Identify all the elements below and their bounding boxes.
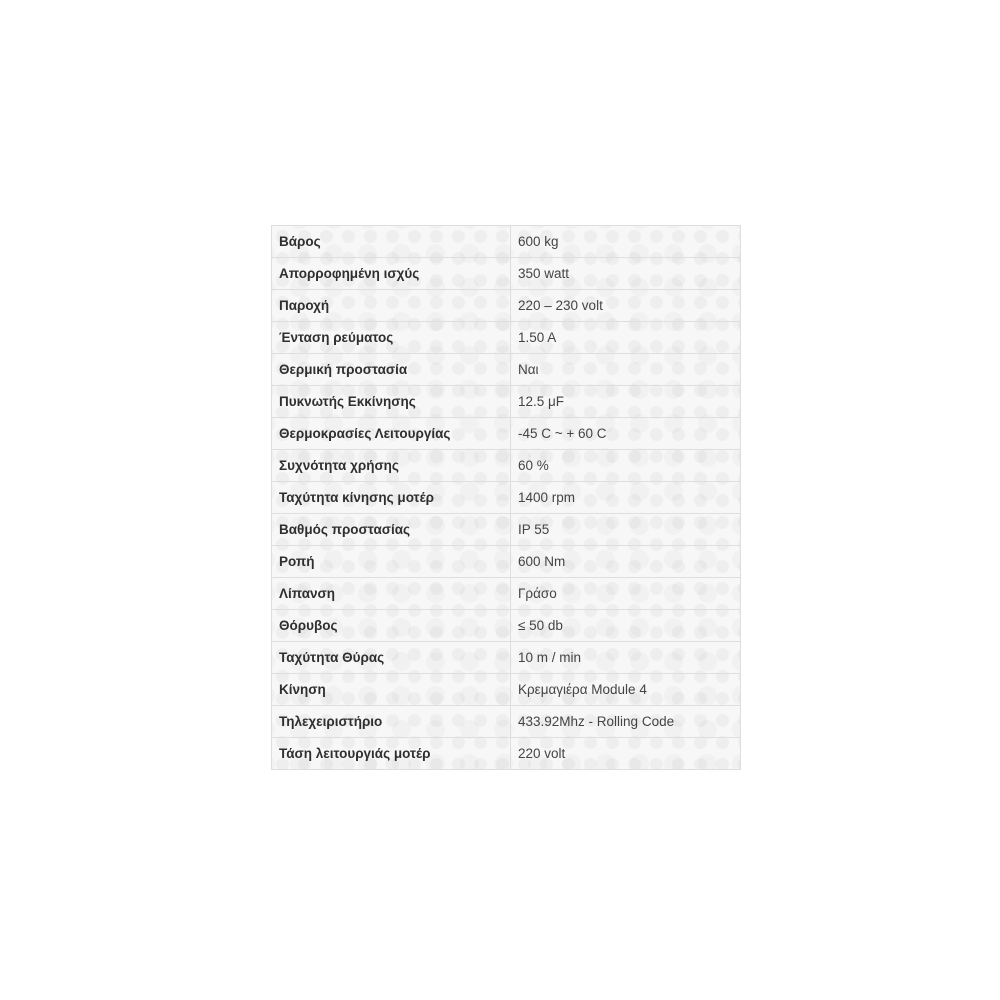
table-row [272, 386, 741, 418]
table-row [272, 450, 741, 482]
spec-value: 12.5 μF [511, 386, 741, 418]
spec-value: 1.50 A [511, 322, 741, 354]
spec-value: Κρεμαγιέρα Module 4 [511, 674, 741, 706]
spec-label: Συχνότητα χρήσης [272, 450, 511, 482]
spec-label: Ένταση ρεύματος [272, 322, 511, 354]
specifications-table [271, 225, 741, 770]
spec-label: Θόρυβος [272, 610, 511, 642]
spec-label: Λίπανση [272, 578, 511, 610]
spec-value: 350 watt [511, 258, 741, 290]
table-row [272, 546, 741, 578]
spec-label: Απορροφημένη ισχύς [272, 258, 511, 290]
spec-value: Γράσο [511, 578, 741, 610]
spec-label: Βάρος [272, 226, 511, 258]
spec-value: 600 Nm [511, 546, 741, 578]
spec-value: 220 – 230 volt [511, 290, 741, 322]
table-row [272, 738, 741, 770]
spec-value: ≤ 50 db [511, 610, 741, 642]
table-row [272, 290, 741, 322]
spec-label: Ταχύτητα Θύρας [272, 642, 511, 674]
spec-label: Ροπή [272, 546, 511, 578]
spec-label: Τηλεχειριστήριο [272, 706, 511, 738]
table-row [272, 706, 741, 738]
table-row [272, 610, 741, 642]
spec-value: 433.92Mhz - Rolling Code [511, 706, 741, 738]
spec-value: 60 % [511, 450, 741, 482]
table-row [272, 642, 741, 674]
table-row [272, 258, 741, 290]
spec-value: Ναι [511, 354, 741, 386]
spec-label: Κίνηση [272, 674, 511, 706]
spec-value: -45 C ~ + 60 C [511, 418, 741, 450]
table-row [272, 226, 741, 258]
spec-value: 1400 rpm [511, 482, 741, 514]
table-row [272, 322, 741, 354]
spec-label: Τάση λειτουργιάς μοτέρ [272, 738, 511, 770]
spec-label: Θερμική προστασία [272, 354, 511, 386]
spec-label: Παροχή [272, 290, 511, 322]
table-row [272, 354, 741, 386]
spec-label: Ταχύτητα κίνησης μοτέρ [272, 482, 511, 514]
spec-value: 220 volt [511, 738, 741, 770]
table-row [272, 514, 741, 546]
spec-value: IP 55 [511, 514, 741, 546]
spec-label: Θερμοκρασίες Λειτουργίας [272, 418, 511, 450]
table-row [272, 578, 741, 610]
spec-value: 10 m / min [511, 642, 741, 674]
table-row [272, 482, 741, 514]
table-row [272, 418, 741, 450]
spec-label: Βαθμός προστασίας [272, 514, 511, 546]
spec-value: 600 kg [511, 226, 741, 258]
spec-label: Πυκνωτής Εκκίνησης [272, 386, 511, 418]
table-row [272, 674, 741, 706]
